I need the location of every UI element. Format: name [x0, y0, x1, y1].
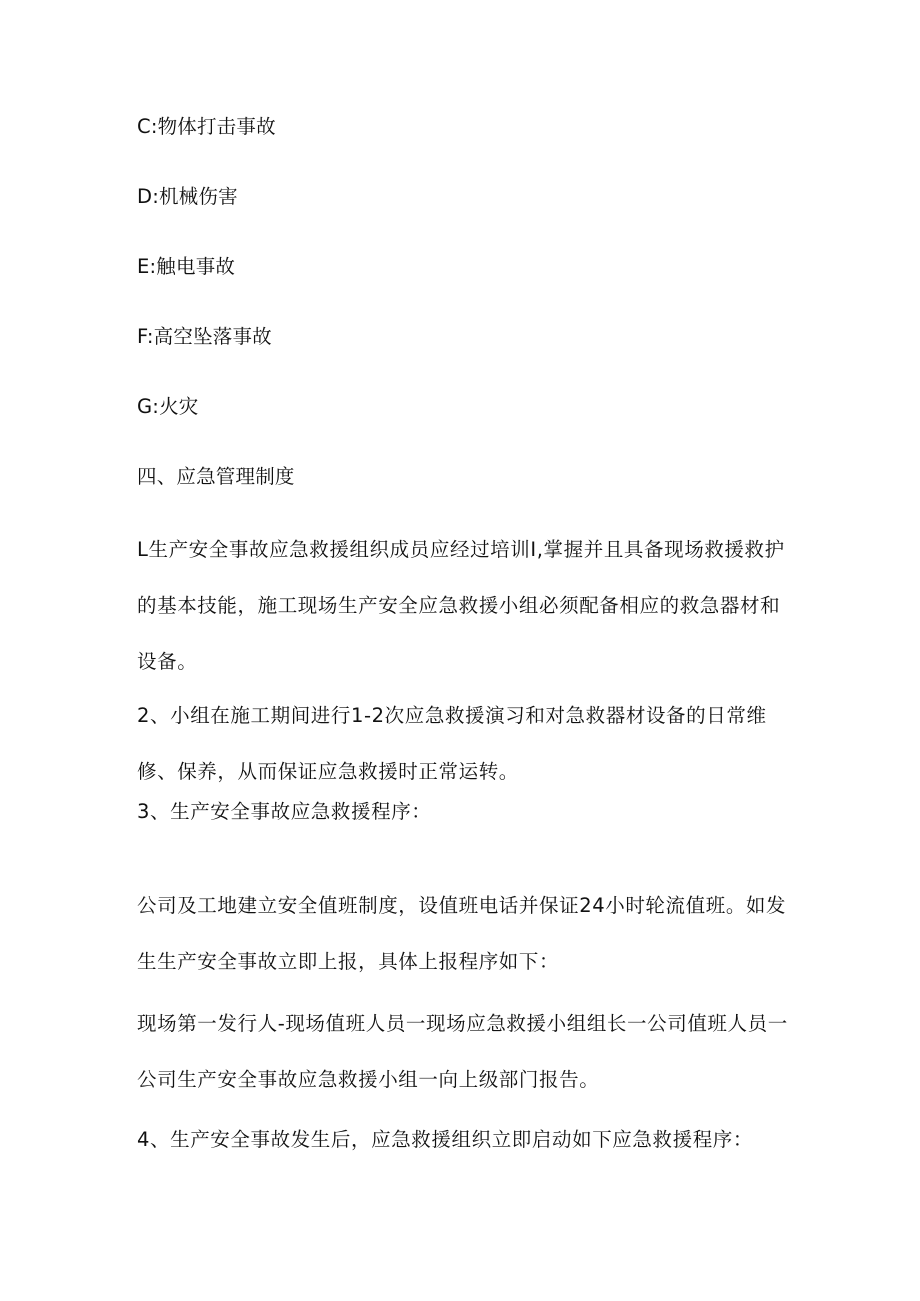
section-heading: 四、应急管理制度 [137, 465, 295, 488]
list-item-c: C:物体打击事故 [137, 115, 276, 138]
paragraph-training: L生产安全事故应急救援组织成员应经过培训I,掌握并且具备现场救援救护的基本技能，施工现场生产安全应急救援小组必须配备相应的救急器材和设备。 [137, 538, 785, 673]
paragraph-drills: 2、小组在施工期间进行1-2次应急救援演习和对急救器材设备的日常维修、保养，从而保证应急救援时正常运转。 [137, 704, 767, 783]
paragraph-reporting-chain: 现场第一发行人-现场值班人员一现场应急救援小组组长一公司值班人员一公司生产安全事故应急救援小组一向上级部门报告。 [137, 1012, 788, 1091]
paragraph-response-start: 4、生产安全事故发生后，应急救援组织立即启动如下应急救援程序： [137, 1128, 754, 1151]
paragraph-procedure-heading: 3、生产安全事故应急救援程序： [137, 800, 432, 823]
list-item-d: D:机械伤害 [137, 185, 238, 208]
list-item-e: E:触电事故 [137, 255, 236, 278]
list-item-g: G:火灾 [137, 395, 199, 418]
paragraph-duty-system: 公司及工地建立安全值班制度，设值班电话并保证24小时轮流值班。如发生生产安全事故立即上报，具体上报程序如下： [137, 894, 787, 973]
list-item-f: F:高空坠落事故 [137, 325, 272, 348]
